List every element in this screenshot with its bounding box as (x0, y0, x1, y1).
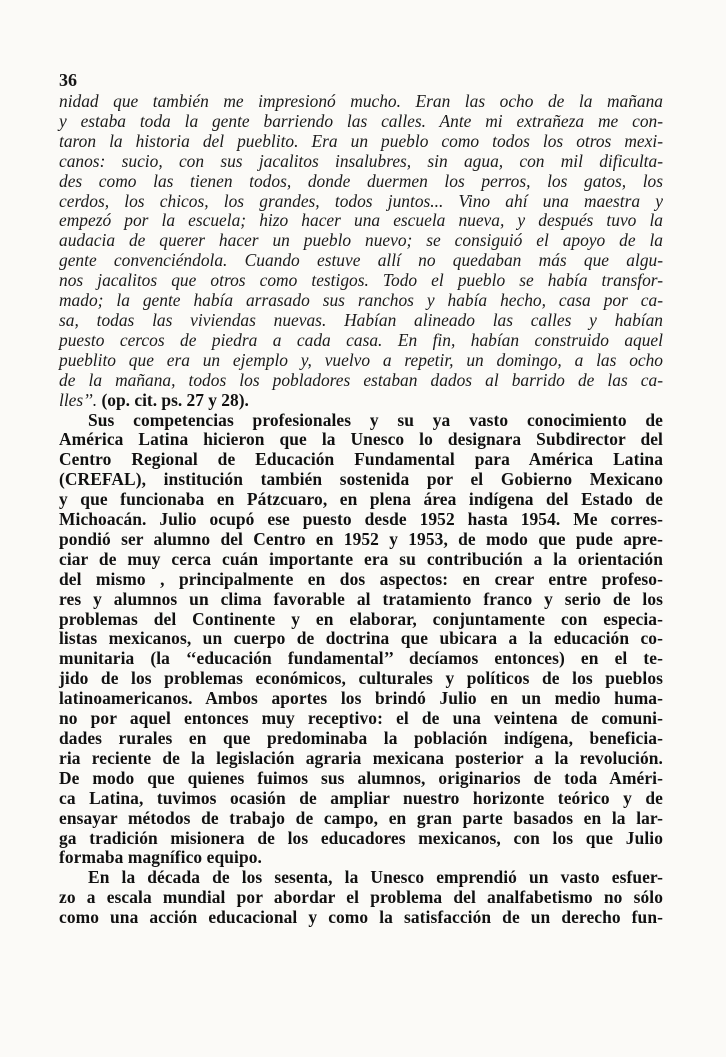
text-line (59, 391, 663, 411)
text-line: Michoacán. Julio ocupó ese puesto desde 1952 hasta 1954. Me corres- (59, 509, 663, 530)
text-line: res y alumnos un clima favorable al tratamiento franco y serio de los (59, 588, 663, 609)
text-line: y que funcionaba en Pátzcuaro, en plena área indígena del Estado de (59, 489, 663, 510)
text-line: pondió ser alumno del Centro en 1952 y 1953, de modo que pude apre- (59, 528, 663, 549)
text-line: cerdos, los chicos, los grandes, todos juntos... Vino ahí una maestra y (59, 190, 663, 211)
text-line: zo a escala mundial por abordar el problema del analfabetismo no sólo (59, 887, 663, 908)
text-line: formaba magnífico equipo. (59, 847, 262, 868)
unesco-decade-paragraph (59, 868, 663, 928)
text-line: nos jacalitos que otros como testigos. Todo el pueblo se había transfor- (59, 270, 663, 291)
page-text (59, 92, 663, 928)
text-line: jido de los problemas económicos, culturales y políticos de los pueblos (59, 668, 663, 689)
text-line: dades rurales en que predominaba la población indígena, beneficia- (59, 728, 663, 748)
text-line: De modo que quienes fuimos sus alumnos, originarios de toda Améri- (59, 767, 663, 788)
text-line: listas mexicanos, un cuerpo de doctrina que ubicara a la educación co- (59, 628, 663, 649)
text-line: canos: sucio, con sus jacalitos insalubres, sin agua, con mil dificulta- (59, 150, 663, 171)
text-line: ciar de muy cerca cuán importante era su contribución a la orientación (59, 548, 663, 569)
text-line: En la década de los sesenta, la Unesco emprendió un vasto esfuer- (88, 867, 663, 888)
text-line: latinoamericanos. Ambos aportes los brindó Julio en un medio huma- (59, 688, 663, 709)
text-line: de la mañana, todos los pobladores estaban dados al barrido de las ca- (59, 369, 663, 390)
text-line: puesto cercos de piedra a cada casa. En fin, habían construido aquel (59, 329, 663, 350)
text-line: pueblito que era un ejemplo y, vuelvo a repetir, un domingo, a las ocho (59, 349, 663, 370)
text-line: gente convenciéndola. Cuando estuve allí no quedaban más que algu- (59, 250, 663, 271)
text-line: del mismo , principalmente en dos aspectos: en crear entre profeso- (59, 568, 663, 589)
text-line: munitaria (la ‘‘educación fundamental’’ decíamos entonces) en el te- (59, 648, 663, 669)
text-line: audacia de querer hacer un pueblo nuevo; se consiguió el apoyo de la (59, 230, 663, 251)
text-line: taron la historia del pueblito. Era un pueblo como todos los otros mexi- (59, 130, 663, 151)
text-line: como una acción educacional y como la satisfacción de un derecho fun- (59, 907, 663, 928)
quoted-passage-paragraph (59, 92, 663, 411)
page-number: 36 (59, 70, 77, 90)
text-line: empezó por la escuela; hizo hacer una escuela nueva, y después tuvo la (59, 210, 663, 231)
quote-end-segment: lles’’. (59, 389, 102, 410)
text-line: sa, todas las viviendas nuevas. Habían alineado las calles y habían (59, 309, 663, 330)
text-line: Centro Regional de Educación Fundamental para América Latina (59, 449, 663, 470)
text-line: des como las tienen todos, donde duermen los perros, los gatos, los (59, 170, 663, 191)
crefal-paragraph (59, 411, 663, 869)
text-line: y estaba toda la gente barriendo las calles. Ante mi extrañeza me con- (59, 110, 663, 131)
citation-segment: (op. cit. ps. 27 y 28). (101, 389, 249, 410)
text-line: no por aquel entonces muy receptivo: el de una veintena de comuni- (59, 708, 663, 729)
text-line: (CREFAL), institución también sostenida por el Gobierno Mexicano (59, 469, 663, 490)
text-line: problemas del Continente y en elaborar, conjuntamente con especia- (59, 608, 663, 629)
text-line: Sus competencias profesionales y su ya vasto conocimiento de (88, 409, 663, 430)
text-line: ria reciente de la legislación agraria mexicana posterior a la revolución. (59, 747, 663, 768)
text-line: ensayar métodos de trabajo de campo, en gran parte basados en la lar- (59, 807, 663, 828)
text-line: mado; la gente había arrasado sus ranchos y había hecho, casa por ca- (59, 290, 663, 311)
text-line: nidad que también me impresionó mucho. Eran las ocho de la mañana (59, 91, 663, 111)
text-line: América Latina hicieron que la Unesco lo designara Subdirector del (59, 429, 663, 450)
text-line: ga tradición misionera de los educadores mexicanos, con los que Julio (59, 827, 663, 848)
text-line: ca Latina, tuvimos ocasión de ampliar nuestro horizonte teórico y de (59, 787, 663, 808)
